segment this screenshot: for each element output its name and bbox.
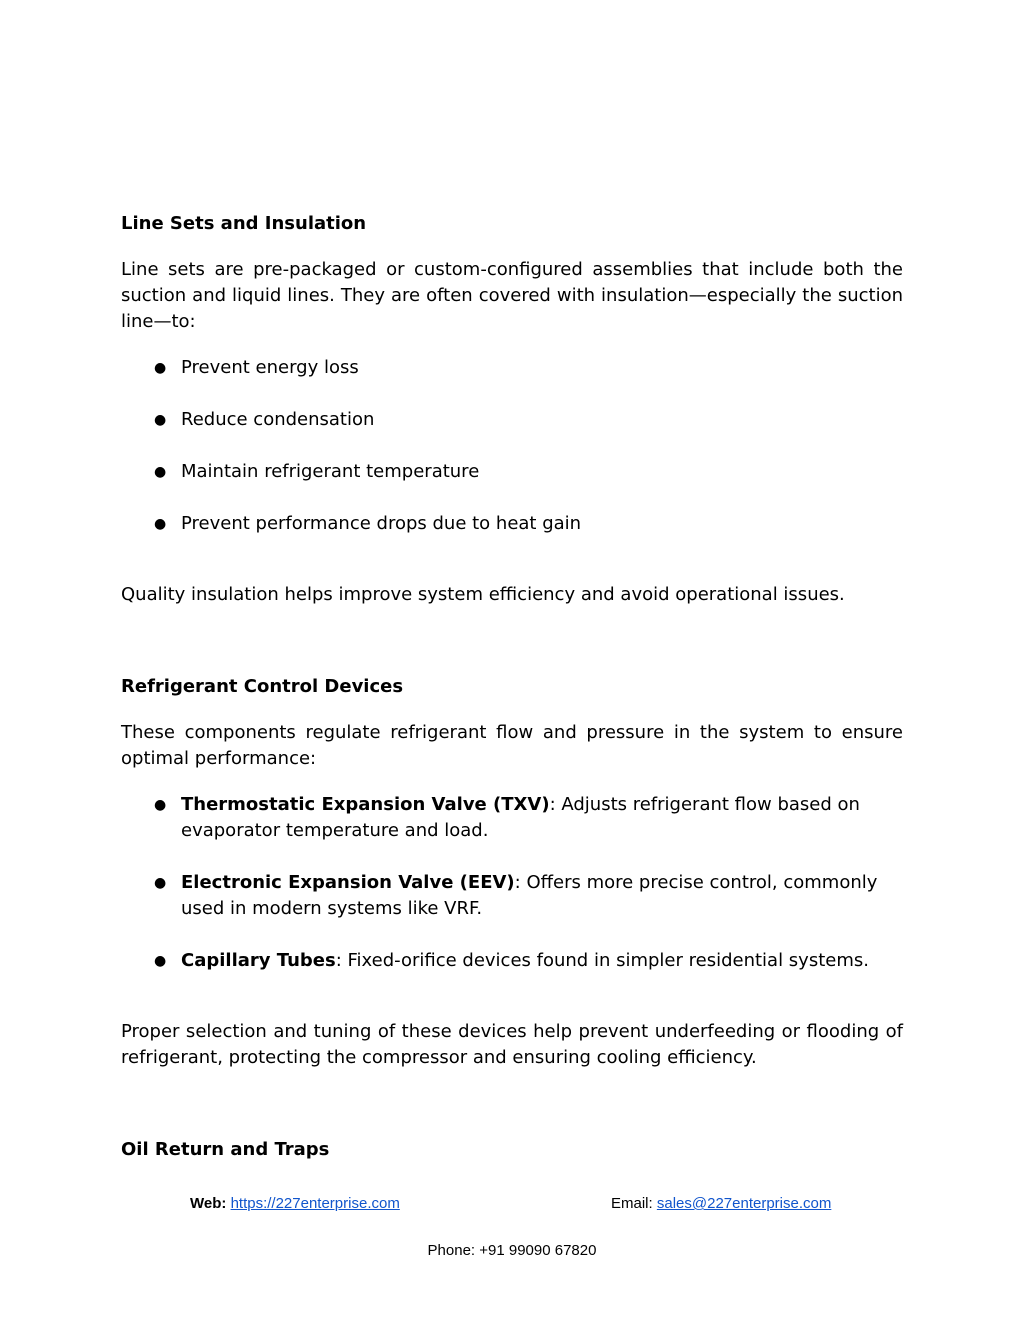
list-item	[121, 870, 903, 922]
document-body	[121, 211, 903, 1163]
footer-email	[611, 1194, 831, 1214]
bullet-list-control-devices	[121, 792, 903, 974]
list-item-term: Thermostatic Expansion Valve (TXV)	[181, 794, 550, 815]
list-item	[121, 407, 903, 433]
section-intro-control-devices: These components regulate refrigerant flow and pressure in the system to ensure optimal performance:	[121, 722, 903, 769]
list-item-text: Maintain refrigerant temperature	[181, 461, 480, 482]
footer-email-label: Email:	[611, 1195, 653, 1212]
footer-phone: Phone: +91 99090 67820	[427, 1242, 597, 1259]
bullet-icon: ●	[154, 464, 167, 480]
list-item	[121, 792, 903, 844]
list-item-term: Electronic Expansion Valve (EEV)	[181, 872, 515, 893]
list-item	[121, 948, 903, 974]
list-item	[121, 511, 903, 537]
list-item-text: : Adjusts refrigerant flow based on evaporator temperature and load.	[181, 794, 860, 841]
section-heading-control-devices: Refrigerant Control Devices	[121, 676, 404, 697]
section-intro-line-sets: Line sets are pre-packaged or custom-configured assemblies that include both the suction and liquid lines. They are often covered with insulation—especially the suction line—to:	[121, 259, 903, 332]
bullet-icon: ●	[154, 516, 167, 532]
bullet-list-line-sets	[121, 355, 903, 537]
bullet-icon: ●	[154, 797, 167, 813]
list-item-text: Prevent energy loss	[181, 357, 359, 378]
section-heading-line-sets: Line Sets and Insulation	[121, 213, 367, 234]
list-item-text: : Fixed-orifice devices found in simpler residential systems.	[335, 950, 869, 971]
list-item	[121, 355, 903, 381]
list-item-text: Reduce condensation	[181, 409, 375, 430]
section-closing-control-devices: Proper selection and tuning of these devices help prevent underfeeding or flooding of refrigerant, protecting the compressor and ensuring cooling efficiency.	[121, 1021, 903, 1068]
footer-web-link[interactable]: https://227enterprise.com	[230, 1195, 400, 1212]
bullet-icon: ●	[154, 953, 167, 969]
list-item-text: Prevent performance drops due to heat gain	[181, 513, 582, 534]
bullet-icon: ●	[154, 875, 167, 891]
footer-email-link[interactable]: sales@227enterprise.com	[656, 1195, 832, 1212]
list-item	[121, 459, 903, 485]
section-closing-line-sets: Quality insulation helps improve system efficiency and avoid operational issues.	[121, 584, 845, 605]
footer-web-label: Web:	[190, 1195, 227, 1212]
footer-web	[190, 1194, 400, 1214]
section-heading-oil-return: Oil Return and Traps	[121, 1139, 330, 1160]
list-item-text: : Offers more precise control, commonly used in modern systems like VRF.	[181, 872, 878, 919]
bullet-icon: ●	[154, 360, 167, 376]
bullet-icon: ●	[154, 412, 167, 428]
list-item-term: Capillary Tubes	[181, 950, 336, 971]
